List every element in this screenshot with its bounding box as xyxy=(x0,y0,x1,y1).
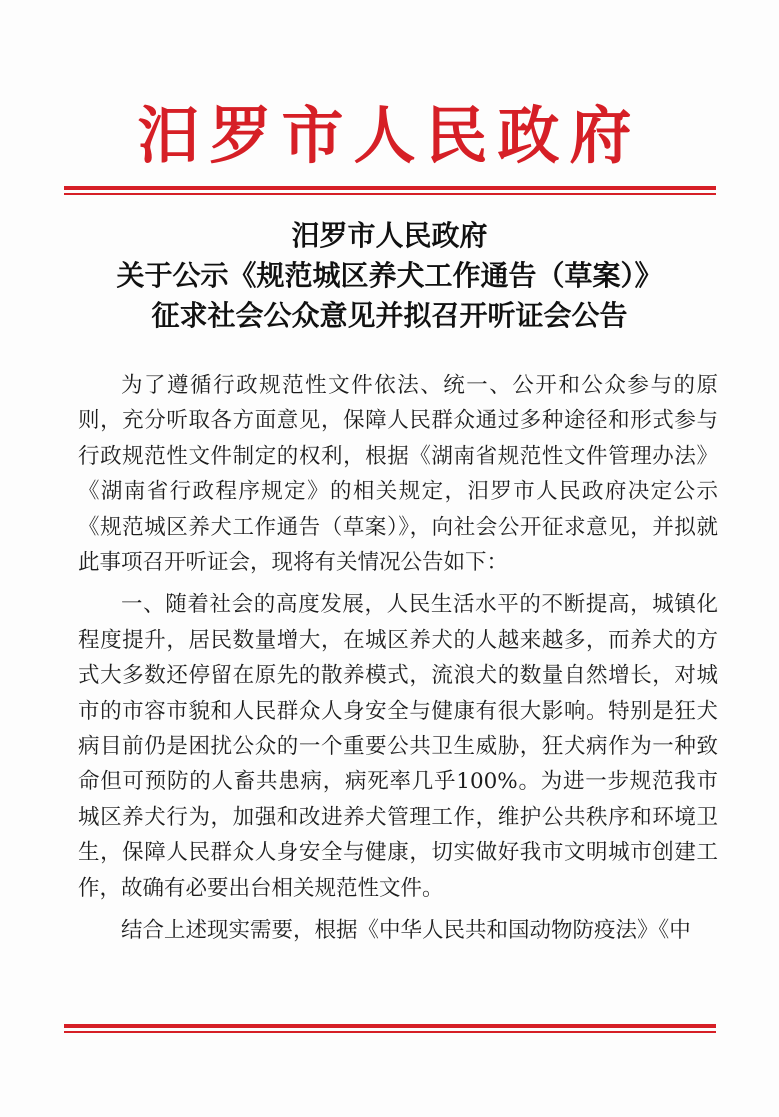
footer-rule-thick xyxy=(64,1024,716,1028)
title-line-purpose: 征求社会公众意见并拟召开听证会公告 xyxy=(151,299,628,332)
title-line-issuer: 汨罗市人民政府 xyxy=(291,219,488,252)
notice-title xyxy=(0,216,779,336)
paragraph-continuation: 结合上述现实需要，根据《中华人民共和国动物防疫法》《中 xyxy=(121,918,691,944)
footer-rule-thin xyxy=(64,1031,716,1033)
title-line-subject: 关于公示《规范城区养犬工作通告（草案）》 xyxy=(116,259,663,292)
masthead-title: 汨罗市人民政府 xyxy=(137,99,642,172)
masthead-rule-thick xyxy=(64,186,716,190)
paragraph-section-one: 一、随着社会的高度发展，人民生活水平的不断提高，城镇化程度提升，居民数量增大，在城区养犬的人越来越多，而养犬的方式大多数还停留在原先的散养模式，流浪犬的数量自然增长，对城市的市容市貌和人民群众人身安全与健康有很大影响。特别是狂犬病目前仍是困扰公众的一个重要公共卫生威胁，狂犬病作为一种致命但可预防的人畜共患病，病死率几乎100%。为进一步规范我市城区养犬行为，加强和改进养犬管理工作，维护公共秩序和环境卫生，保障人民群众人身安全与健康，切实做好我市文明城市创建工作，故确有必要出台相关规范性文件。 xyxy=(78,592,718,901)
masthead-rule-thin xyxy=(64,193,716,195)
paragraph-intro: 为了遵循行政规范性文件依法、统一、公开和公众参与的原则，充分听取各方面意见，保障人民群众通过多种途径和形式参与行政规范性文件制定的权利，根据《湖南省规范性文件管理办法》《湖南省行政程序规定》的相关规定，汨罗市人民政府决定公示《规范城区养犬工作通告（草案）》，向社会公开征求意见，并拟就此事项召开听证会，现将有关情况公告如下： xyxy=(78,373,718,576)
notice-body xyxy=(78,368,718,956)
